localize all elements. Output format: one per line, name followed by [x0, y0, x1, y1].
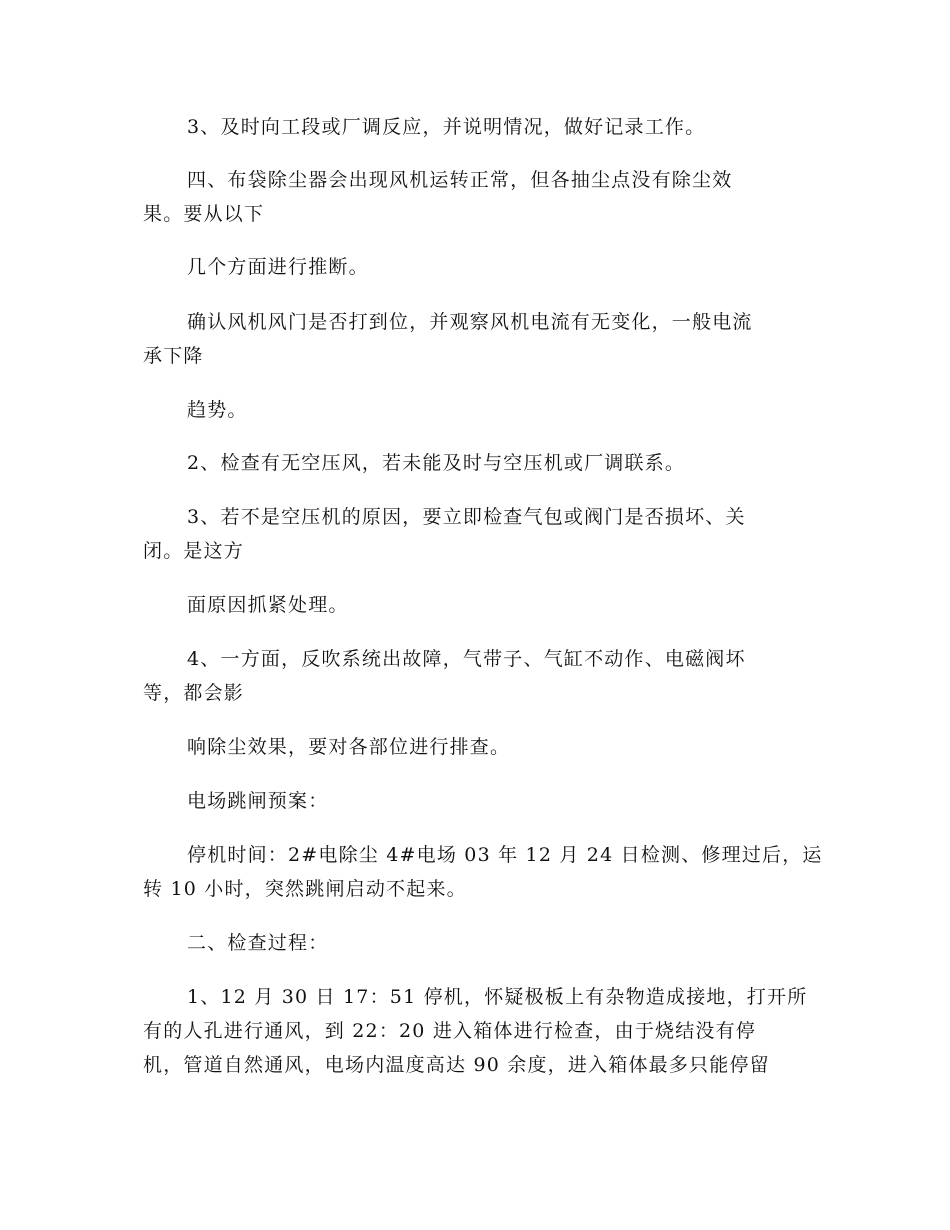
paragraph-line: 4、一方面，反吹系统出故障，气带子、气缸不动作、电磁阀坏	[187, 648, 746, 670]
paragraph-line: 机，管道自然通风，电场内温度高达 90 余度，进入箱体最多只能停留	[143, 1054, 770, 1076]
paragraph-9	[143, 642, 813, 710]
paragraph-13	[143, 926, 813, 960]
paragraph-line: 趋势。	[187, 399, 248, 421]
paragraph-line: 转 10 小时，突然跳闸启动不起来。	[143, 878, 467, 900]
paragraph-2	[143, 163, 813, 231]
paragraph-1	[143, 110, 813, 144]
paragraph-6	[143, 446, 813, 480]
paragraph-11	[143, 784, 813, 818]
paragraph-line: 3、若不是空压机的原因，要立即检查气包或阀门是否损坏、关	[187, 506, 746, 528]
paragraph-line: 2、检查有无空压风，若未能及时与空压机或厂调联系。	[187, 452, 686, 474]
paragraph-line: 确认风机风门是否打到位，并观察风机电流有无变化，一般电流	[187, 311, 753, 333]
paragraph-14	[143, 980, 813, 1082]
paragraph-12	[143, 838, 823, 906]
paragraph-line: 等，都会影	[143, 682, 245, 704]
paragraph-line: 几个方面进行推断。	[187, 256, 369, 278]
paragraph-5	[143, 393, 813, 427]
paragraph-line: 四、布袋除尘器会出现风机运转正常，但各抽尘点没有除尘效	[187, 169, 733, 191]
paragraph-line: 3、及时向工段或厂调反应，并说明情况，做好记录工作。	[187, 116, 706, 138]
paragraph-10	[143, 730, 813, 764]
paragraph-4	[143, 305, 813, 373]
paragraph-line: 电场跳闸预案：	[187, 790, 329, 812]
paragraph-line: 面原因抓紧处理。	[187, 594, 349, 616]
paragraph-line: 1、12 月 30 日 17：51 停机，怀疑极板上有杂物造成接地，打开所	[187, 986, 808, 1008]
paragraph-line: 闭。是这方	[143, 540, 245, 562]
paragraph-line: 响除尘效果，要对各部位进行排查。	[187, 736, 511, 758]
paragraph-line: 承下降	[143, 345, 204, 367]
paragraph-line: 果。要从以下	[143, 203, 265, 225]
paragraph-8	[143, 588, 813, 622]
paragraph-3	[143, 250, 813, 284]
paragraph-line: 停机时间：2#电除尘 4#电场 03 年 12 月 24 日检测、修理过后，运	[187, 844, 823, 866]
paragraph-7	[143, 500, 813, 568]
paragraph-line: 有的人孔进行通风，到 22：20 进入箱体进行检查，由于烧结没有停	[143, 1020, 757, 1042]
paragraph-line: 二、检查过程：	[187, 932, 329, 954]
